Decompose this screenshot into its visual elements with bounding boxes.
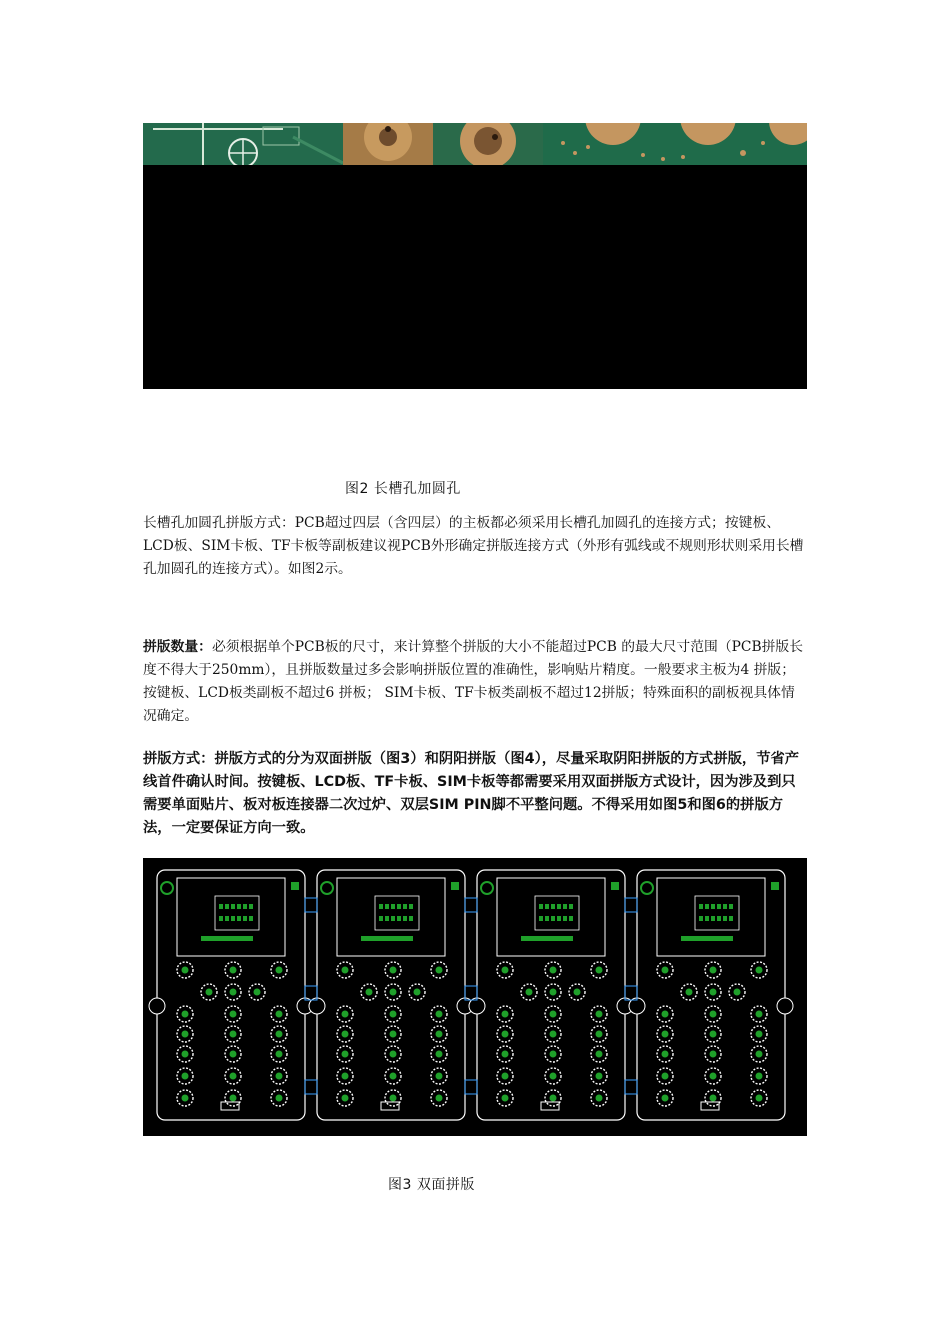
figure2-caption: 图2 长槽孔加圆孔 <box>345 481 461 497</box>
paragraph-slot-holes <box>143 512 807 581</box>
paragraph-panel-count <box>143 636 807 728</box>
paragraph-label: 长槽孔加圆孔拼版方式： <box>143 515 295 531</box>
paragraph-text: 拼版方式的分为双面拼版（图3）和阴阳拼版（图4），尽量采取阴阳拼版的方式拼版，节省产线首件确认时间。按键板、LCD板、TF卡板、SIM卡板等都需要采用双面拼版方式设计，因为涉及到只需要单面贴片、板对板连接器二次过炉、双层SIM PIN脚不平整问题。不得采用如图5和图6的拼版方法，一定要保证方向一致。 <box>143 751 800 836</box>
paragraph-label: 拼版方式： <box>143 751 215 767</box>
paragraph-panel-method <box>143 748 807 840</box>
double-panel-layout-drawing <box>143 858 807 1136</box>
paragraph-text: 必须根据单个PCB板的尺寸，来计算整个拼版的大小不能超过PCB 的最大尺寸范围（PCB拼版长度不得大于250mm），且拼版数量过多会影响拼版位置的准确性，影响贴片精度。一般要求主板为4 拼版；按键板、LCD板类副板不超过6 拼板； SIM卡板、TF卡板类副板不超过12拼版；特殊面积的副板视具体情况确定。 <box>143 639 803 724</box>
paragraph-text: PCB超过四层（含四层）的主板都必须采用长槽孔加圆孔的连接方式；按键板、LCD板、SIM卡板、TF卡板等副板建议视PCB外形确定拼版连接方式（外形有弧线或不规则形状则采用长槽孔加圆孔的连接方式）。如图2示。 <box>143 515 804 577</box>
paragraph-label: 拼版数量： <box>143 639 212 655</box>
figure3-caption: 图3 双面拼版 <box>388 1177 475 1193</box>
slot-hole-photo <box>143 123 807 389</box>
